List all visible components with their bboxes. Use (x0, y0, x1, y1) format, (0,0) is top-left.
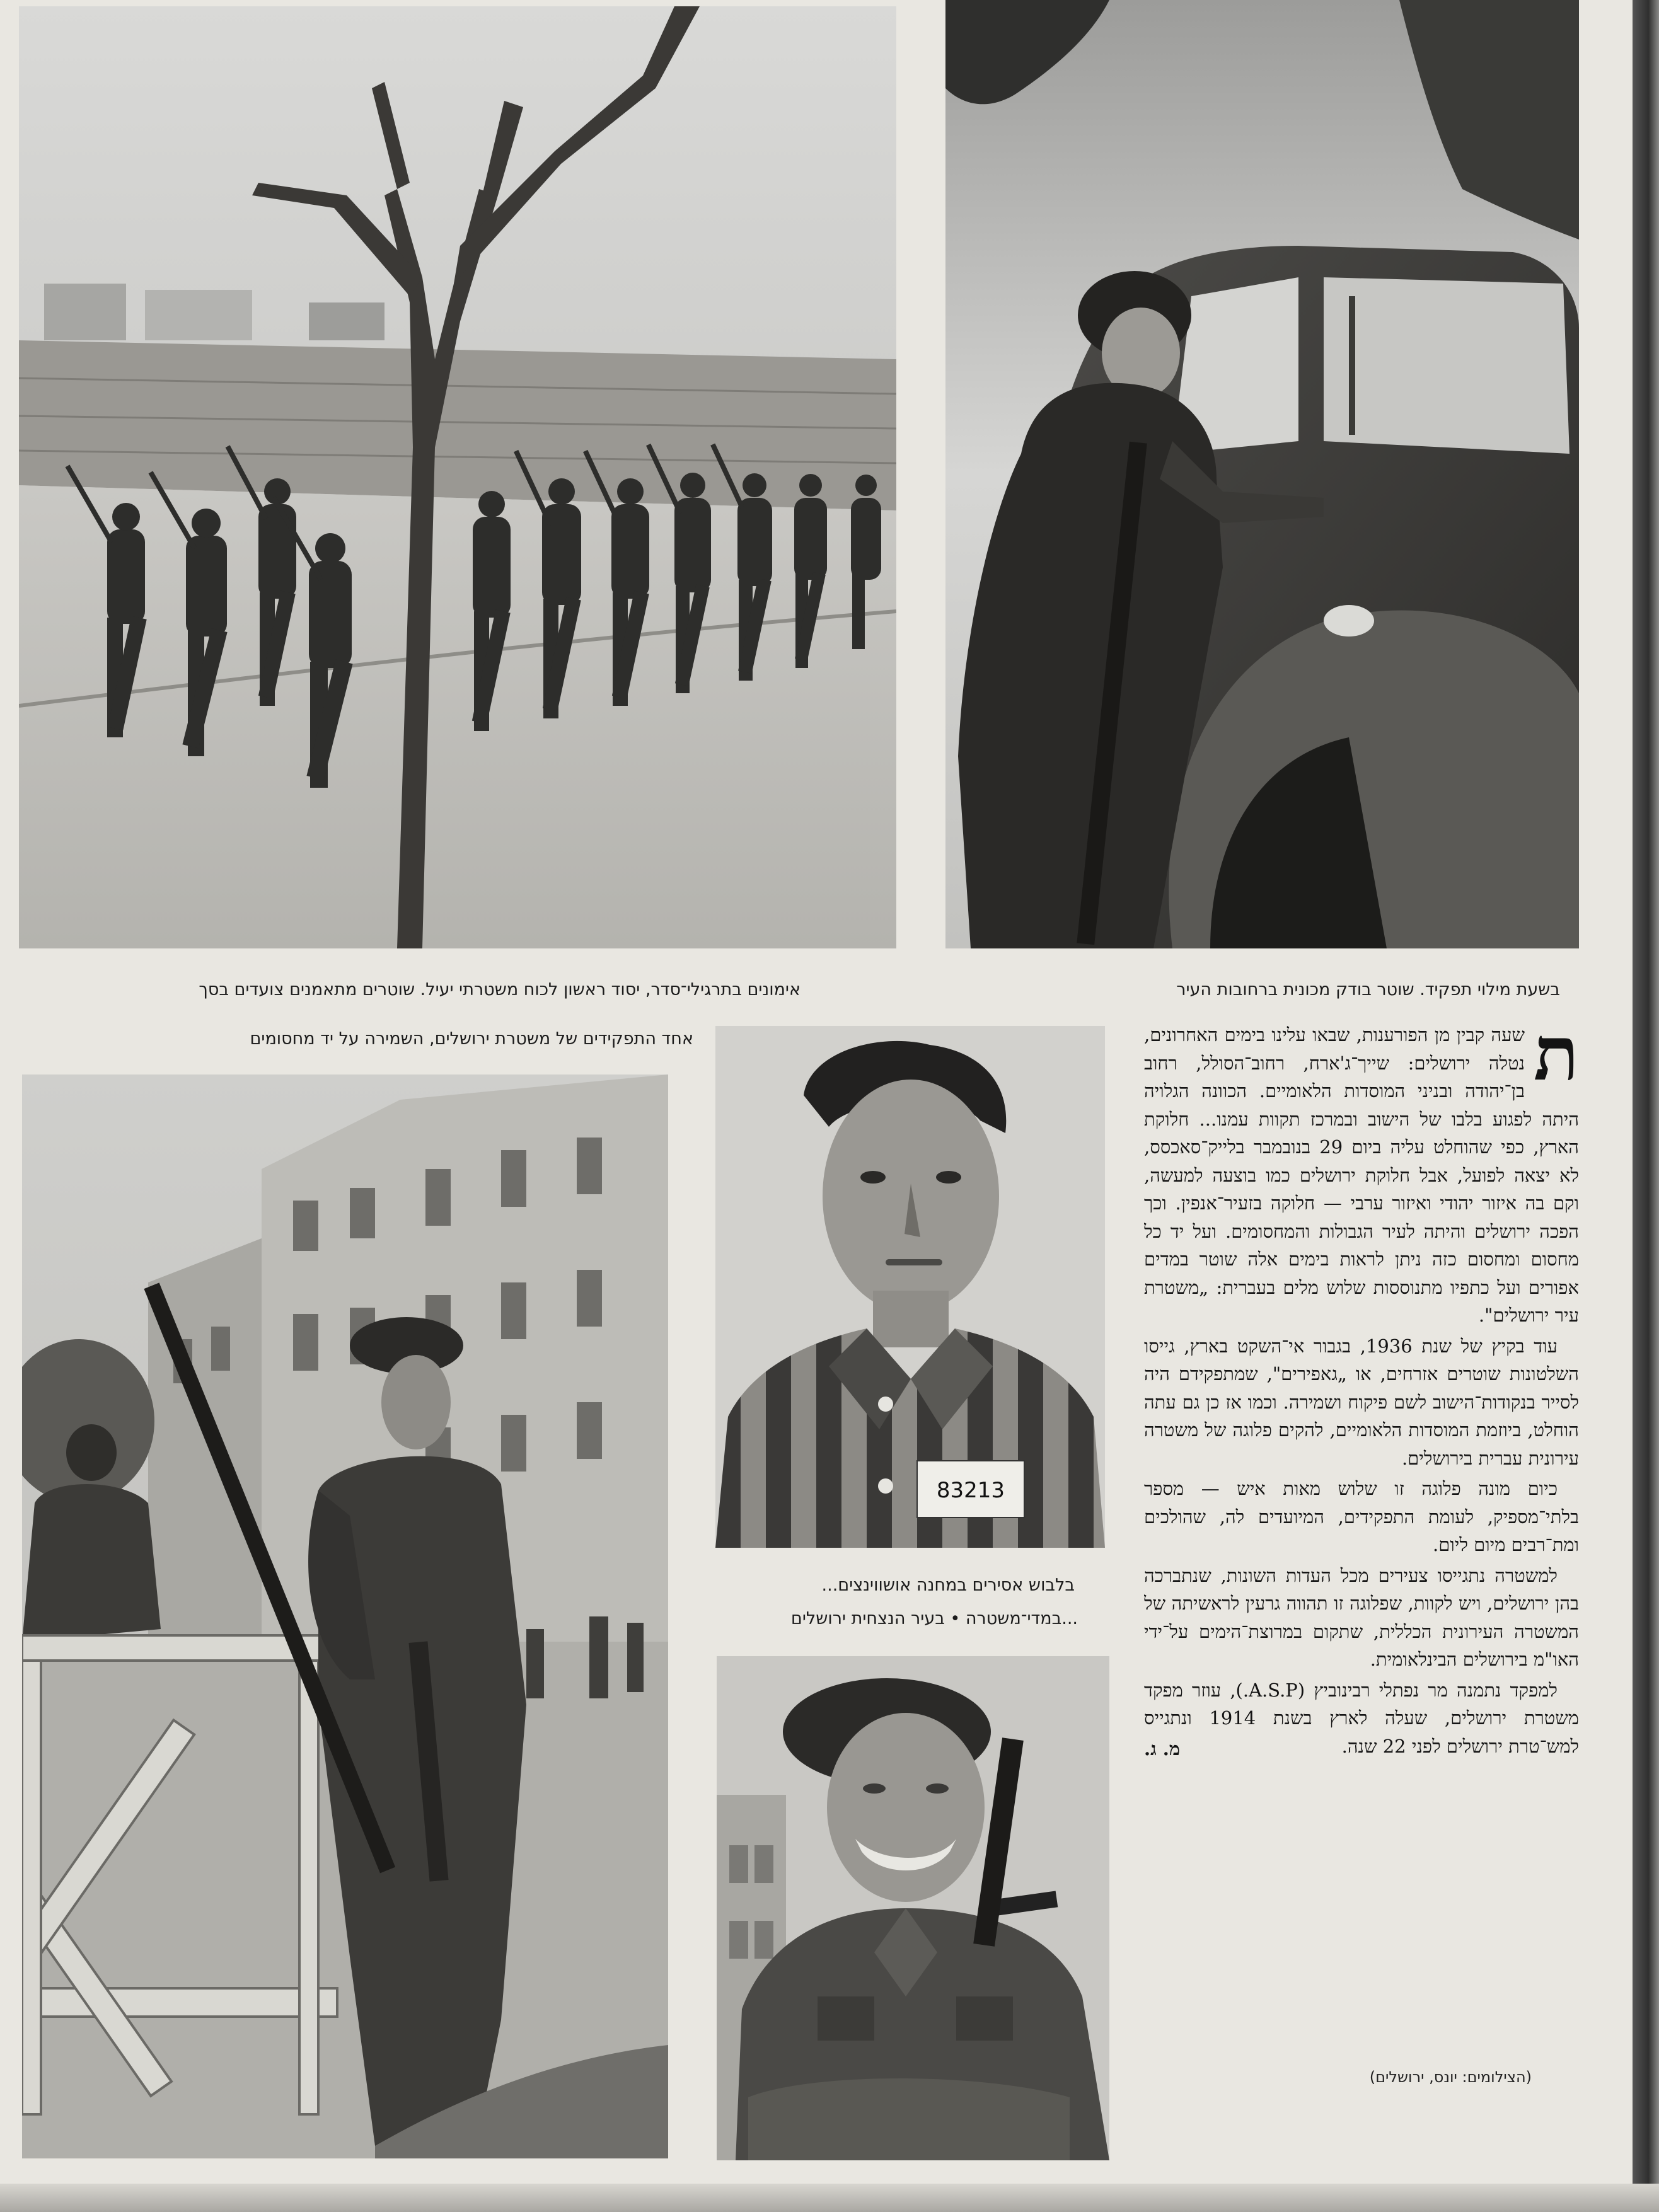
photo-credit: (הצילומים: יונס, ירושלים) (1369, 2068, 1532, 2086)
caption-prisoner-line2: ...במדי־משטרה • בעיר הנצחית ירושלים (790, 1609, 1078, 1628)
photo-policeman-checking-car (945, 0, 1579, 948)
photo-street-guard (22, 1074, 668, 2158)
article-paragraph-3: כיום מונה פלוגה זו שלוש מאות איש — מספר בלתי־מספיק, לעומת התפקידים, המיועדים לה, שהולכים ומת־רבים מיום ליום. (1144, 1478, 1579, 1555)
article-paragraph-5: למפקד נתמנה מר נפתלי רבינוביץ (A.S.P.), עוזר מפקד משטרת ירושלים, שעלה לארץ בשנת 1914 ונתגייס למש־טרת ירושלים לפני 22 שנה. (1144, 1679, 1579, 1757)
article-paragraph-1-text: שעה קבין מן הפורענות, שבאו עלינו בימים האחרונים, נטלה ירושלים: שייך־ג'ארח, רחוב־הסולל, רחוב בן־יהודה ובניני המוסדות הלאומיים. הכוונה הגלויה היתה לפגוע בלבו של הישוב ובמרכז תקוות עמנו... חלוקת הארץ, כפי שהוחלט עליה ביום 29 בנובמבר בלייק־סאכסס, לא יצאה לפועל, אבל חלוקת ירושלים כמו בוצעה למעשה, וקם בה איזור יהודי ואיזור ערבי — חלוקה בזעיר־אנפין. וכך הפכה ירושלים והיתה לעיר הגבולות והמחסומים. ועל יד כל מחסום ומחסום כזה ניתן לראות בימים אלה שוטר במדים אפורים ועל כתפיו מתנוססות שלוש מלים בעברית: „משטרת עיר ירושלים". (1144, 1024, 1579, 1326)
photo-prisoner-uniform (715, 1026, 1105, 1548)
article-paragraph-1 (1144, 1021, 1579, 1330)
page-edge-shadow (1633, 0, 1659, 2212)
prisoner-number-tag: 83213 (936, 1478, 1005, 1503)
caption-marching-recruits: אימונים בתרגילי־סדר, יסוד ראשון לכוח משטרתי יעיל. שוטרים מתאמנים צועדים בסך (199, 980, 801, 999)
article-dropcap: ת (1534, 1021, 1579, 1097)
photo-smiling-policeman (717, 1656, 1109, 2160)
caption-prisoner-line1: בלבוש אסירים במחנה אושווינצים... (821, 1575, 1075, 1595)
article-paragraph-4: למשטרה נתגייסו צעירים מכל העדות השונות, שנתברכה בהן ירושלים, ויש לקוות, שפלוגה זו תהווה גרעין לראשיתה של המשטרה העירונית הכללית, שתקום במרוצת־הימים על־ידי האו"מ בירושלים הבינלאומית. (1144, 1564, 1579, 1670)
page-bottom-band (0, 2184, 1659, 2212)
photo-marching-recruits (19, 6, 896, 948)
article-body (1144, 1021, 1579, 2149)
article-paragraph-2: עוד בקיץ של שנת 1936, בגבור אי־השקט בארץ, גייסו השלטונות שוטרים אזרחים, או „גאפירים", שמתפקידם היה לסייר בנקודות־הישוב לשם פיקוח ושמירה. וכמו אז כן גם עתה הוחלט, ביוזמת המוסדות הלאומיים, להקים פלוגה של משטרה עירונית עברית בירושלים. (1144, 1335, 1579, 1469)
caption-car-check: בשעת מילוי תפקיד. שוטר בודק מכונית ברחובות העיר (1176, 980, 1560, 999)
article-byline: מ. ג. (1144, 1738, 1181, 1760)
caption-roadblock-duty: אחד התפקידים של משטרת ירושלים, השמירה על יד מחסומים (250, 1029, 693, 1049)
